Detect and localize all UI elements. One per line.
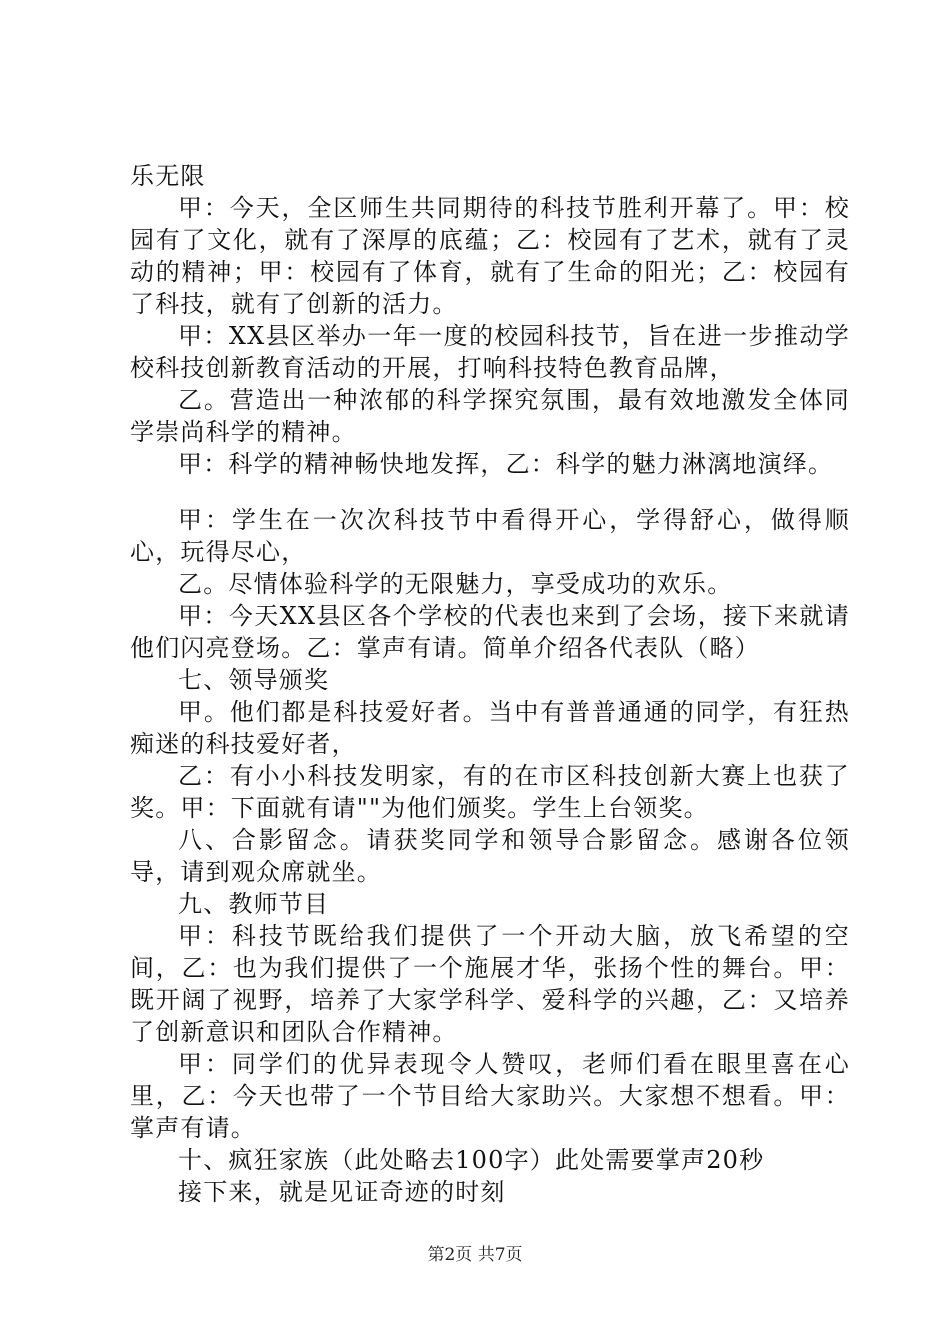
paragraph: 甲：今天，全区师生共同期待的科技节胜利开幕了。甲：校园有了文化，就有了深厚的底蕴；乙：校园有了艺术，就有了灵动的精神；甲：校园有了体育，就有了生命的阳光；乙：校园有了科技，就有了创新的活力。 — [130, 194, 850, 318]
paragraph: 甲：今天XX县区各个学校的代表也来到了会场，接下来就请他们闪亮登场。乙：掌声有请。简单介绍各代表队（略） — [130, 602, 850, 662]
paragraph: 甲：科学的精神畅快地发挥，乙：科学的魅力淋漓地演绎。 — [178, 450, 834, 478]
section-heading: 七、领导颁奖 — [178, 666, 330, 694]
paragraph: 乙。尽情体验科学的无限魅力，享受成功的欢乐。 — [178, 570, 733, 598]
paragraph: 接下来，就是见证奇迹的时刻 — [178, 1178, 506, 1206]
section-heading: 九、教师节目 — [178, 890, 330, 918]
section-heading: 十、疯狂家族（此处略去100字）此处需要掌声20秒 — [178, 1146, 765, 1174]
paragraph: 甲：学生在一次次科技节中看得开心，学得舒心，做得顺心，玩得尽心， — [130, 506, 850, 566]
paragraph: 乙。营造出一种浓郁的科学探究氛围，最有效地激发全体同学崇尚科学的精神。 — [130, 386, 850, 446]
paragraph: 甲：同学们的优异表现令人赞叹，老师们看在眼里喜在心里，乙：今天也带了一个节目给大家助兴。大家想不想看。甲：掌声有请。 — [130, 1050, 850, 1142]
document-body — [130, 160, 850, 1208]
paragraph: 甲。他们都是科技爱好者。当中有普普通通的同学，有狂热痴迷的科技爱好者， — [130, 698, 850, 758]
paragraph: 甲：科技节既给我们提供了一个开动大脑，放飞希望的空间，乙：也为我们提供了一个施展才华，张扬个性的舞台。甲：既开阔了视野，培养了大家学科学、爱科学的兴趣，乙：又培养了创新意识和团队合作精神。 — [130, 922, 850, 1046]
paragraph-continuation: 乐无限 — [130, 162, 206, 190]
page-number: 第2页 共7页 — [427, 1245, 523, 1265]
section-heading: 八、合影留念。请获奖同学和领导合影留念。感谢各位领导，请到观众席就坐。 — [130, 826, 850, 886]
paragraph: 乙：有小小科技发明家，有的在市区科技创新大赛上也获了奖。甲：下面就有请""为他们颁奖。学生上台领奖。 — [130, 762, 850, 822]
paragraph: 甲：XX县区举办一年一度的校园科技节，旨在进一步推动学校科技创新教育活动的开展，打响科技特色教育品牌， — [130, 322, 850, 382]
